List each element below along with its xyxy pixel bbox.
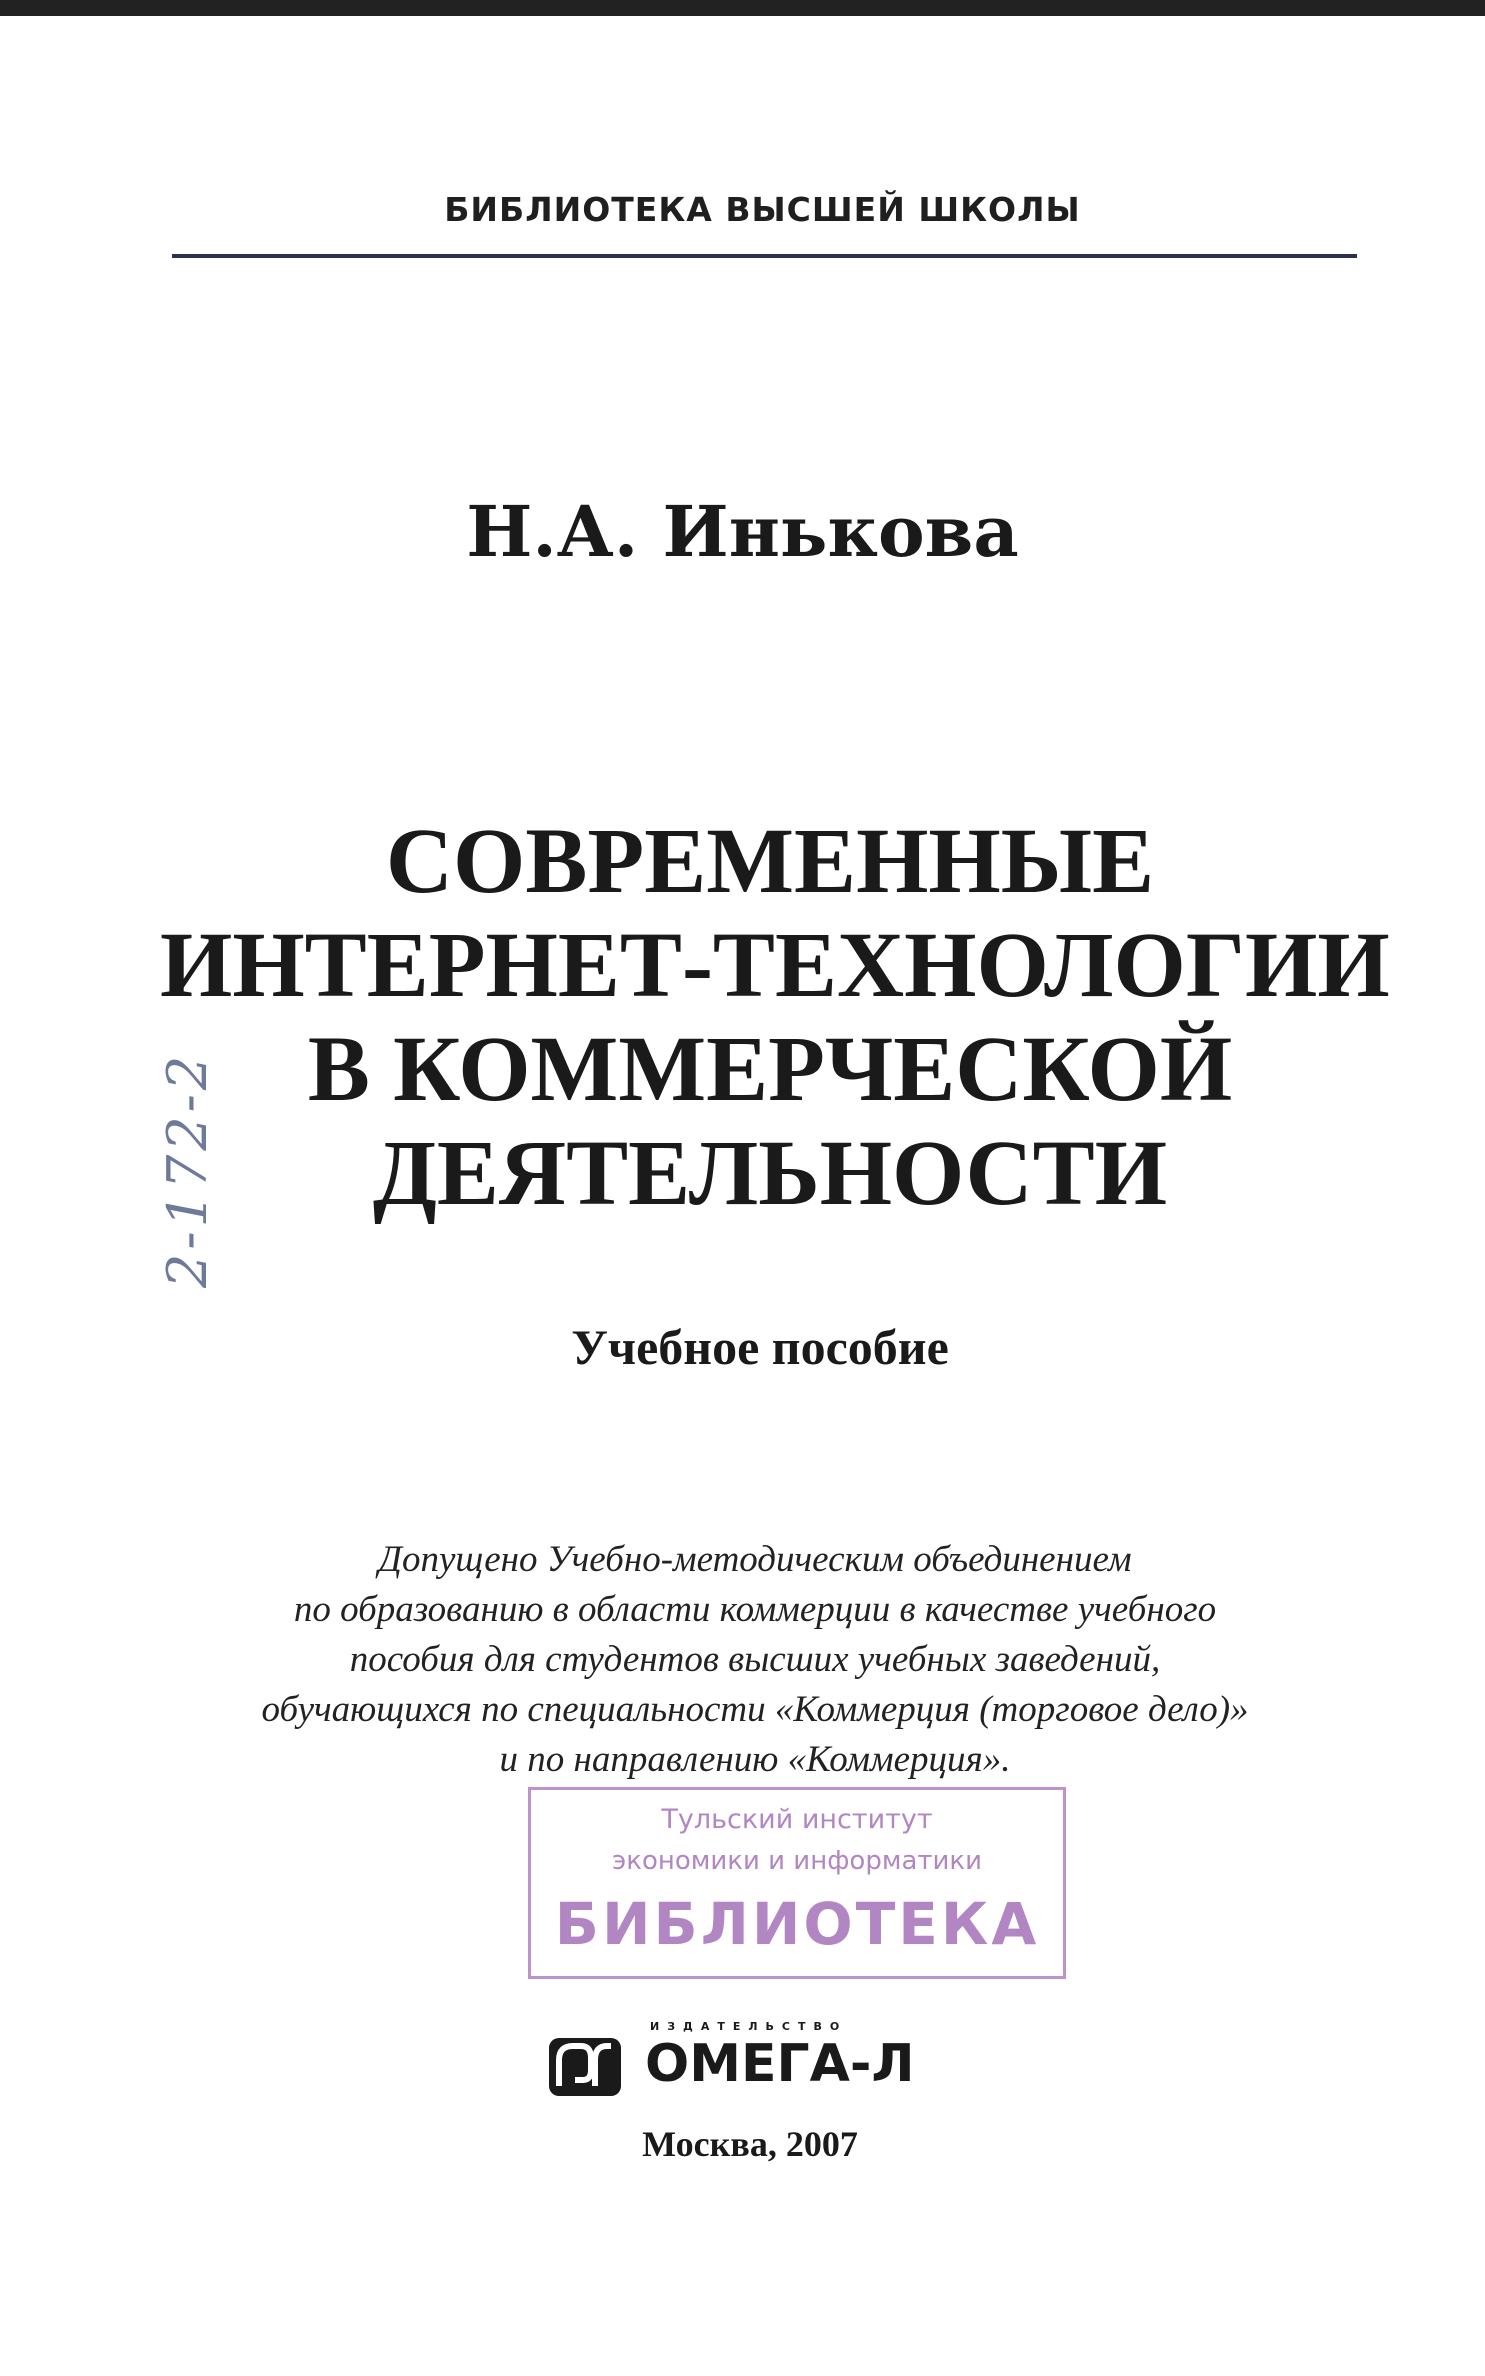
stamp-institution-sub: экономики и информатики: [611, 1846, 983, 1876]
series-divider: [172, 254, 1357, 258]
author-name: Н.А. Инькова: [466, 490, 1019, 573]
city-year: Москва, 2007: [642, 2124, 858, 2164]
title-line: ИНТЕРНЕТ-ТЕХНОЛОГИИ: [160, 914, 1390, 1017]
approval-line: Допущено Учебно-методическим объединением: [378, 1539, 1132, 1580]
library-stamp: [528, 1787, 1066, 1979]
book-subtitle: Учебное пособие: [571, 1319, 949, 1375]
omega-l-logo-icon: [545, 2020, 625, 2100]
scan-top-edge: [0, 0, 1485, 16]
approval-line: по образованию в области коммерции в качестве учебного: [293, 1589, 1217, 1630]
approval-line: и по направлению «Коммерция».: [499, 1739, 1011, 1780]
publisher-block: [545, 2020, 965, 2100]
handwritten-shelf-mark: [132, 958, 222, 1298]
publisher-name: ОМЕГА-Л: [645, 2034, 915, 2094]
approval-note: [150, 1535, 1360, 1785]
series-title: БИБЛИОТЕКА ВЫСШЕЙ ШКОЛЫ: [444, 190, 1081, 229]
book-title: [160, 810, 1390, 1226]
approval-line: пособия для студентов высших учебных заведений,: [349, 1639, 1161, 1680]
publisher-small-label: ИЗДАТЕЛЬСТВО: [650, 2020, 848, 2033]
title-line: СОВРЕМЕННЫЕ: [385, 810, 1155, 913]
stamp-library-label: БИБЛИОТЕКА: [554, 1890, 1040, 1958]
handwritten-shelf-mark-text: 2-172-2: [156, 1051, 219, 1288]
stamp-institution: Тульский институт: [661, 1804, 933, 1835]
title-line: В КОММЕРЧЕСКОЙ: [307, 1018, 1233, 1121]
approval-line: обучающихся по специальности «Коммерция (торговое дело)»: [261, 1689, 1249, 1730]
title-line: ДЕЯТЕЛЬНОСТИ: [372, 1122, 1168, 1225]
